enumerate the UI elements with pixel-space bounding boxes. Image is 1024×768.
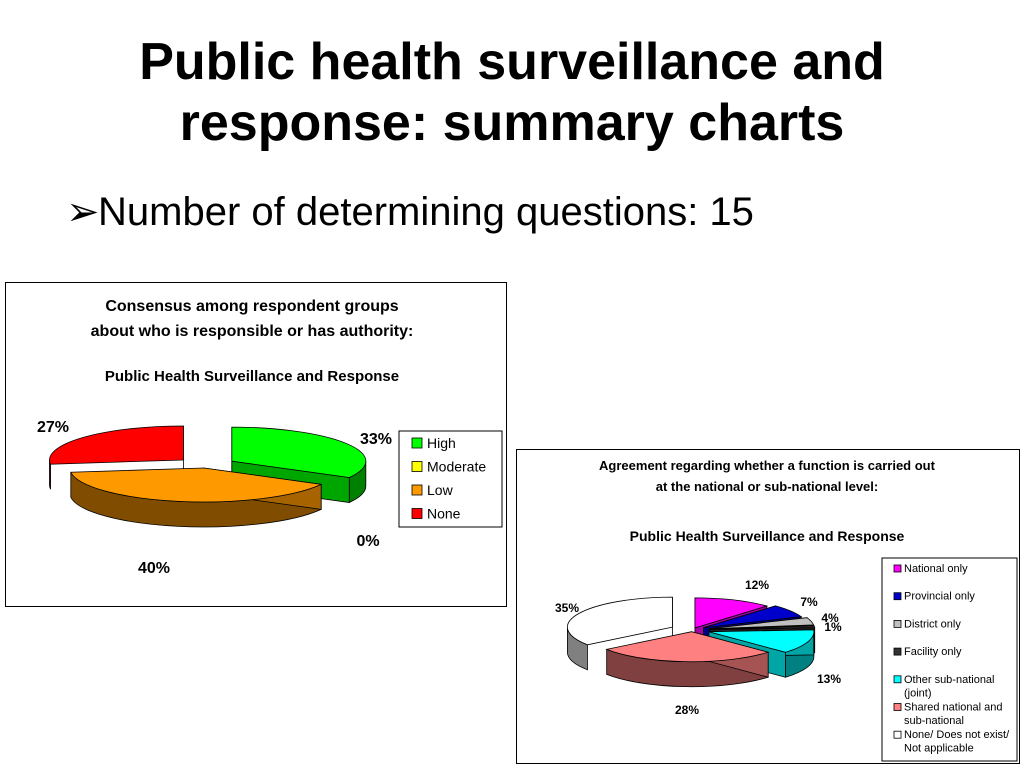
agreement-subtitle: Public Health Surveillance and Response <box>629 528 905 544</box>
agreement-legend-swatch-district-only <box>894 620 901 627</box>
consensus-chart-panel <box>5 282 507 607</box>
agreement-slices <box>567 597 814 687</box>
agreement-title-line2: at the national or sub-national level: <box>655 479 879 494</box>
agreement-title-line1: Agreement regarding whether a function is carried out <box>599 458 935 473</box>
agreement-legend-label-provincial-only: Provincial only <box>904 590 975 603</box>
consensus-legend-label-high: High <box>427 435 456 451</box>
consensus-legend-swatch-moderate <box>412 462 422 472</box>
bullet-arrow-icon: ➢ <box>66 190 100 234</box>
consensus-legend-label-moderate: Moderate <box>427 458 487 475</box>
consensus-subtitle: Public Health Surveillance and Response <box>104 368 400 385</box>
agreement-pie-chart <box>517 450 1019 763</box>
bullet-text: Number of determining questions: 15 <box>98 190 754 234</box>
consensus-data-label-moderate: 0% <box>356 533 380 550</box>
agreement-legend-label-shared-national-and-sub-national-line2: sub-national <box>904 715 964 727</box>
agreement-legend-swatch-other-sub-national-joint <box>894 676 901 683</box>
consensus-data-label-high: 33% <box>359 431 393 448</box>
agreement-chart-panel <box>516 449 1020 764</box>
consensus-legend-label-none: None <box>427 505 461 522</box>
consensus-legend-swatch-none <box>412 509 422 519</box>
agreement-data-label-shared-national-and-sub-national: 28% <box>674 703 700 717</box>
consensus-legend <box>399 431 502 527</box>
consensus-pie-chart <box>6 283 506 606</box>
consensus-legend-swatch-low <box>412 485 422 495</box>
consensus-legend-swatch-high <box>412 438 422 448</box>
consensus-legend-label-low: Low <box>427 482 453 498</box>
agreement-legend-swatch-shared-national-and-sub-national <box>894 704 901 711</box>
agreement-legend-label-other-sub-national-joint: Other sub-national <box>904 673 995 686</box>
agreement-legend-label-facility-only: Facility only <box>904 646 962 659</box>
agreement-legend-swatch-none-does-not-exist-not-applicable <box>894 731 901 738</box>
agreement-legend-label-none-does-not-exist-not-applicable-line2: Not applicable <box>904 742 974 755</box>
agreement-legend-swatch-provincial-only <box>894 593 901 600</box>
agreement-data-label-none-does-not-exist-not-applicable: 35% <box>554 601 580 615</box>
consensus-slices <box>49 426 365 527</box>
agreement-slice-none-does-not-exist-not-applicable <box>567 597 672 645</box>
agreement-legend-label-other-sub-national-joint-line2: (joint) <box>904 687 932 700</box>
consensus-slice-none <box>49 426 183 464</box>
agreement-data-label-facility-only: 1% <box>824 620 842 634</box>
agreement-legend-label-none-does-not-exist-not-applicable: None/ Does not exist/ <box>904 729 1010 742</box>
agreement-data-label-national-only: 12% <box>744 578 770 592</box>
agreement-legend-swatch-facility-only <box>894 648 901 655</box>
consensus-data-label-low: 40% <box>137 560 171 577</box>
agreement-legend-label-district-only: District only <box>904 618 961 631</box>
consensus-title-line1: Consensus among respondent groups <box>105 298 399 315</box>
agreement-legend-swatch-national-only <box>894 565 901 572</box>
bullet-item <box>66 188 754 236</box>
consensus-title-line2: about who is responsible or has authority: <box>90 323 414 340</box>
agreement-legend-label-national-only: National only <box>904 563 968 575</box>
slide-title: Public health surveillance and response: summary charts <box>139 33 885 152</box>
agreement-data-label-provincial-only: 7% <box>800 595 818 609</box>
agreement-data-label-district-only: 4% <box>821 611 839 625</box>
agreement-legend-label-shared-national-and-sub-national: Shared national and <box>904 701 1003 714</box>
agreement-data-label-other-sub-national-joint: 13% <box>816 672 842 686</box>
consensus-data-label-none: 27% <box>36 419 70 436</box>
agreement-legend <box>882 558 1017 761</box>
